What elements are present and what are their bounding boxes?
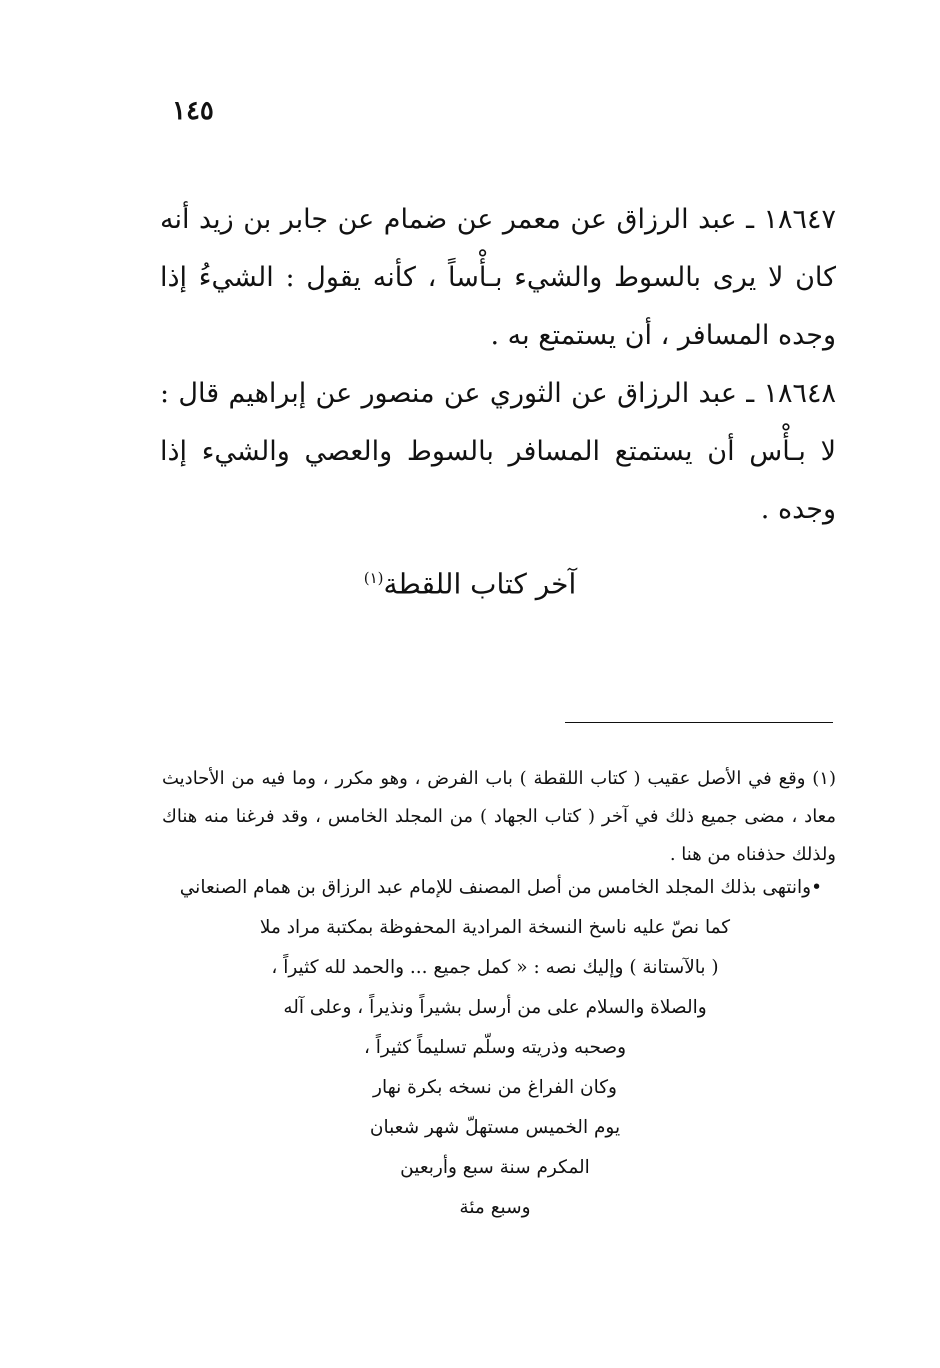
footnote-marker: (١) xyxy=(363,569,384,587)
book-end-title xyxy=(0,548,940,614)
colophon-line: وكان الفراغ من نسخه بكرة نهار xyxy=(373,1077,617,1098)
colophon-line: كما نصّ عليه ناسخ النسخة المرادية المحفوظة بمكتبة مراد ملا xyxy=(259,917,731,938)
colophon-line: •وانتهى بذلك المجلد الخامس من أصل المصنف للإمام عبد الرزاق بن همام الصنعاني xyxy=(179,877,822,898)
colophon-line: والصلاة والسلام على من أرسل بشيراً ونذيراً ، وعلى آله xyxy=(283,997,707,1018)
colophon-line: ( بالآستانة ) وإليك نصه : « كمل جميع ... والحمد لله كثيراً ، xyxy=(271,957,719,978)
hadith-18648: ١٨٦٤٨ ـ عبد الرزاق عن الثوري عن منصور عن إبراهيم قال : لا بـأْس أن يستمتع المسافر بالسوط والعصي والشيء إذا وجده . xyxy=(160,378,836,525)
colophon-line: يوم الخميس مستهلّ شهر شعبان xyxy=(369,1117,621,1138)
footnote-divider xyxy=(565,722,833,723)
colophon-line: المكرم سنة سبع وأربعين xyxy=(400,1157,590,1178)
hadith-18647: ١٨٦٤٧ ـ عبد الرزاق عن معمر عن ضمام عن جابر بن زيد أنه كان لا يرى بالسوط والشيء بـأْساً ، كأنه يقول : الشيءُ إذا وجده المسافر ، أن يستمتع به . xyxy=(160,204,836,351)
colophon xyxy=(150,868,840,1228)
colophon-line: وصحبه وذريته وسلّم تسليماً كثيراً ، xyxy=(363,1037,627,1058)
book-end-title-text: آخر كتاب اللقطة xyxy=(383,567,577,601)
page-number: ١٤٥ xyxy=(172,96,214,126)
footnote-1: (١) وقع في الأصل عقيب ( كتاب اللقطة ) باب الفرض ، وهو مكرر ، وما فيه من الأحاديث معاد ، مضى جميع ذلك في آخر ( كتاب الجهاد ) من المجلد الخامس ، وقد فرغنا منه هناك ولذلك حذفناه من هنا . xyxy=(162,768,836,865)
colophon-line: وسبع مئة xyxy=(459,1197,531,1218)
